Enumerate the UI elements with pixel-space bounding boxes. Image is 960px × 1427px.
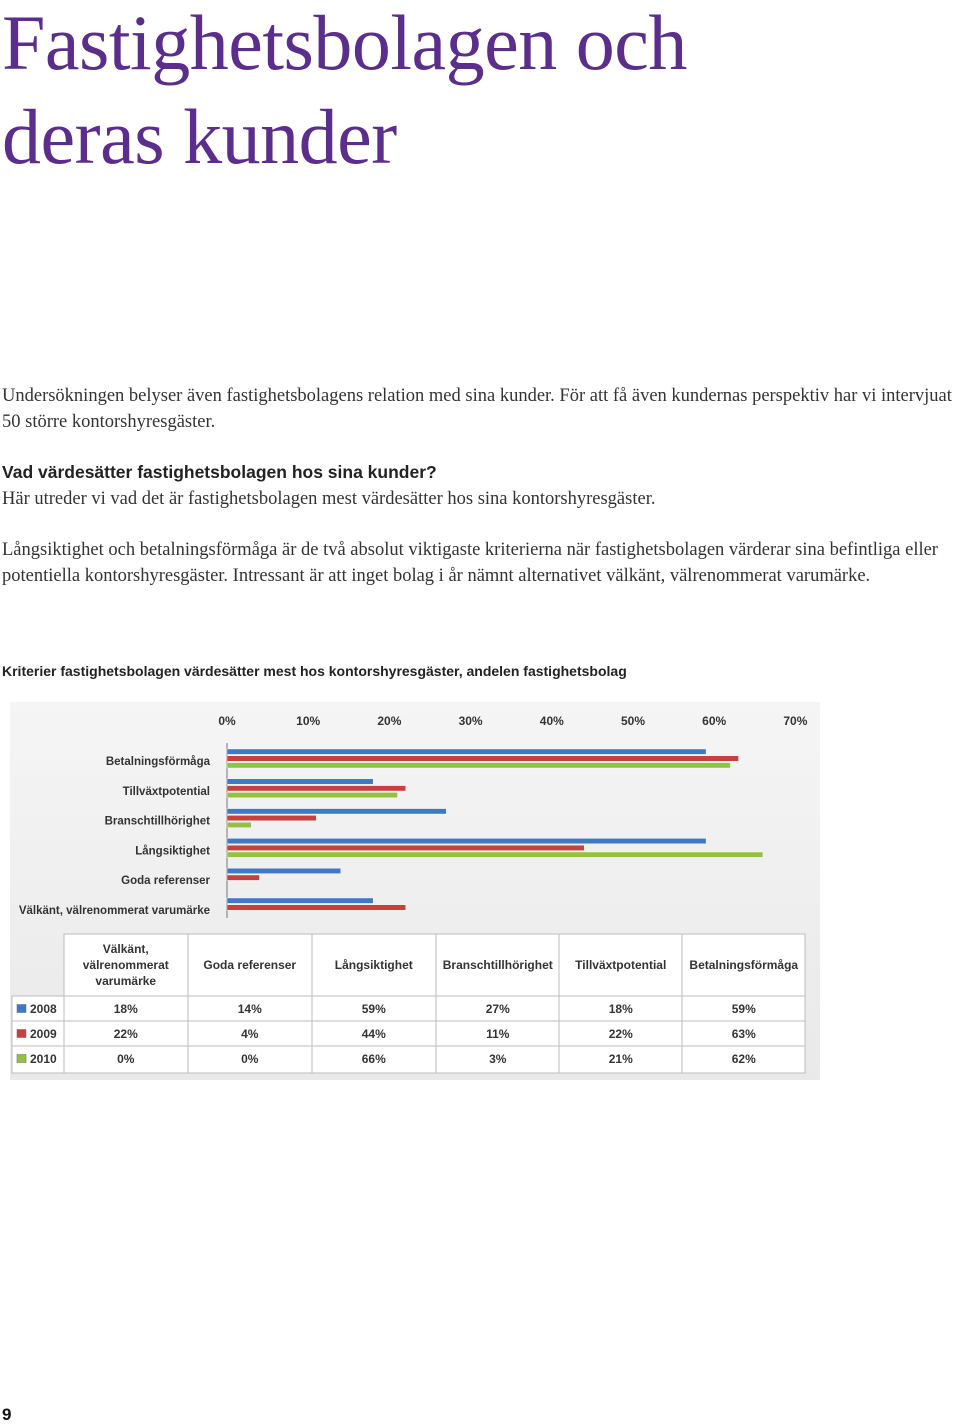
category-label: Betalningsförmåga bbox=[105, 756, 210, 768]
tick-label: 20% bbox=[377, 714, 402, 728]
table-cell: 21% bbox=[608, 1052, 633, 1066]
legend-label: 2010 bbox=[30, 1052, 57, 1066]
legend-swatch-2009 bbox=[17, 1030, 26, 1038]
table-header: välrenommerat bbox=[82, 958, 169, 972]
chart-caption: Kriterier fastighetsbolagen värdesätter mest hos kontorshyresgäster, andelen fastighetsbolag bbox=[2, 663, 627, 679]
legend-label: 2008 bbox=[30, 1002, 57, 1016]
table-cell: 44% bbox=[361, 1027, 386, 1041]
bar-2009 bbox=[227, 875, 259, 880]
table-cell: 18% bbox=[608, 1002, 633, 1016]
category-label: Långsiktighet bbox=[135, 845, 210, 858]
page-title bbox=[2, 0, 687, 184]
chart-svg bbox=[10, 702, 820, 1080]
table-cell: 0% bbox=[117, 1052, 135, 1066]
analysis-paragraph: Långsiktighet och betalningsförmåga är de två absolut viktigaste kriterierna när fastighetsbolagen värderar sina befintliga eller potentiella kontorshyresgäster. Intressant är att inget bolag i år nämnt alternativet välkänt, välrenommerat varumärke. bbox=[2, 540, 938, 586]
bar-2009 bbox=[227, 786, 406, 791]
category-label: Branschtillhörighet bbox=[104, 815, 210, 828]
table-cell: 18% bbox=[113, 1002, 138, 1016]
criteria-chart bbox=[10, 702, 820, 1080]
table-frame bbox=[64, 934, 805, 1073]
tick-label: 30% bbox=[458, 714, 483, 728]
table-header: varumärke bbox=[95, 974, 157, 988]
question-heading: Vad värdesätter fastighetsbolagen hos sina kunder? bbox=[2, 462, 437, 482]
table-cell: 22% bbox=[113, 1027, 138, 1041]
bar-2010 bbox=[227, 822, 251, 827]
intro-paragraph: Undersökningen belyser även fastighetsbolagens relation med sina kunder. För att få även kundernas perspektiv har vi intervjuat 50 större kontorshyresgäster. bbox=[2, 386, 952, 432]
legend-swatch-2010 bbox=[17, 1055, 26, 1063]
table-header: Välkänt, bbox=[102, 942, 149, 956]
table-header: Tillväxtpotential bbox=[575, 958, 667, 972]
bar-2008 bbox=[227, 749, 706, 754]
bar-2010 bbox=[227, 792, 398, 797]
table-cell: 63% bbox=[731, 1027, 756, 1041]
table-cell: 59% bbox=[731, 1002, 756, 1016]
table-cell: 66% bbox=[361, 1052, 386, 1066]
bar-2008 bbox=[227, 898, 373, 903]
table-cell: 27% bbox=[485, 1002, 510, 1016]
table-cell: 3% bbox=[489, 1052, 507, 1066]
title-line-2: deras kunder bbox=[2, 93, 397, 180]
table-header: Branschtillhörighet bbox=[442, 958, 553, 972]
data-table bbox=[12, 934, 805, 1073]
table-cell: 0% bbox=[241, 1052, 259, 1066]
bar-2010 bbox=[227, 852, 763, 857]
bar-2009 bbox=[227, 815, 316, 820]
table-header: Betalningsförmåga bbox=[689, 958, 799, 972]
category-label: Välkänt, välrenommerat varumärke bbox=[18, 905, 210, 917]
legend-swatch-2008 bbox=[17, 1005, 26, 1013]
table-header: Goda referenser bbox=[203, 958, 297, 972]
page-number: 9 bbox=[2, 1405, 12, 1424]
tick-label: 50% bbox=[620, 714, 646, 728]
bar-2008 bbox=[227, 868, 341, 873]
tick-label: 0% bbox=[218, 714, 236, 728]
bar-2009 bbox=[227, 845, 584, 850]
question-paragraph: Här utreder vi vad det är fastighetsbolagen mest värdesätter hos sina kontorshyresgäster. bbox=[2, 489, 656, 509]
tick-label: 70% bbox=[783, 714, 808, 728]
bar-2009 bbox=[227, 756, 739, 761]
table-cell: 4% bbox=[241, 1027, 259, 1041]
table-cell: 11% bbox=[486, 1027, 510, 1041]
tick-label: 40% bbox=[539, 714, 564, 728]
table-header: Långsiktighet bbox=[334, 958, 413, 972]
bar-2008 bbox=[227, 838, 706, 843]
bar-2008 bbox=[227, 779, 373, 784]
category-label: Goda referenser bbox=[121, 875, 210, 888]
table-cell: 62% bbox=[731, 1052, 756, 1066]
category-label: Tillväxtpotential bbox=[122, 785, 210, 798]
bar-2010 bbox=[227, 763, 730, 768]
table-cell: 14% bbox=[237, 1002, 262, 1016]
bar-2008 bbox=[227, 809, 446, 814]
table-cell: 22% bbox=[608, 1027, 633, 1041]
tick-label: 60% bbox=[702, 714, 727, 728]
title-line-1: Fastighetsbolagen och bbox=[2, 0, 687, 86]
table-cell: 59% bbox=[361, 1002, 386, 1016]
bar-2009 bbox=[227, 905, 406, 910]
tick-label: 10% bbox=[296, 714, 321, 728]
legend-label: 2009 bbox=[30, 1027, 57, 1041]
